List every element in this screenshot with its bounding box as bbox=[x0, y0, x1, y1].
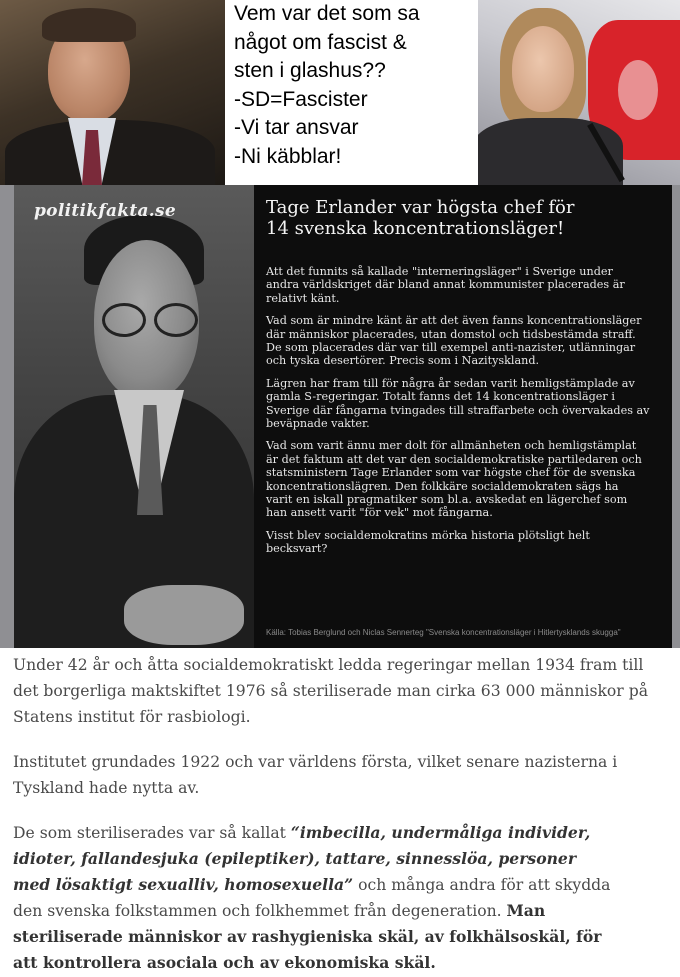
poster-edge bbox=[0, 185, 14, 648]
article-text: De som steriliserades var så kallat bbox=[13, 824, 291, 842]
poster-edge bbox=[672, 185, 680, 648]
quote-line: något om fascist & bbox=[234, 31, 407, 54]
glasses bbox=[102, 303, 146, 337]
article-line bbox=[13, 926, 601, 948]
article-line: Statens institut för rasbiologi. bbox=[13, 708, 251, 726]
poster-body-line: där människor placerades, utan domstol och tidsbestämda straff. bbox=[266, 327, 636, 341]
watermark: politikfakta.se bbox=[34, 201, 177, 221]
poster-body-line: gamla S-regeringar. Totalt fanns det 14 koncentrationsläger i bbox=[266, 390, 615, 404]
poster-body-line: beväpnade vakter. bbox=[266, 417, 370, 430]
quote-line: Vem var det som sa bbox=[234, 2, 420, 25]
poster-body-line: är det faktum att det var den socialdemokratiske partiledaren och bbox=[266, 452, 642, 466]
poster-body-line: relativt känt. bbox=[266, 291, 340, 305]
article-line: Under 42 år och åtta socialdemokratiskt ledda regeringar mellan 1934 fram till bbox=[13, 656, 644, 674]
poster-body-line: andra världskriget där bland annat kommunister placerades är bbox=[266, 278, 625, 292]
politician-photo-left bbox=[0, 0, 225, 185]
rose-icon bbox=[618, 60, 658, 120]
poster-body-line: och tyska desertörer. Precis som i Nazityskland. bbox=[266, 354, 540, 368]
poster-body-line: Vad som varit ännu mer dolt för allmänheten och hemligstämplat bbox=[266, 439, 637, 453]
quote-line: sten i glashus?? bbox=[234, 59, 386, 82]
article-quote: “imbecilla, undermåliga individer, bbox=[290, 823, 591, 842]
glasses bbox=[154, 303, 198, 337]
hair bbox=[42, 8, 136, 42]
article-line: Institutet grundades 1922 och var världens första, vilket senare nazisterna i bbox=[13, 753, 618, 771]
article-line bbox=[13, 952, 436, 974]
article-text: och många andra för att skydda bbox=[353, 876, 611, 894]
article-bold: att kontrollera asociala och av ekonomiska skäl. bbox=[13, 953, 436, 972]
portrait-photo bbox=[14, 185, 254, 648]
poster-source: Källa: Tobias Berglund och Niclas Sennerteg "Svenska koncentrationsläger i Hitlertysklands skugga" bbox=[266, 628, 621, 637]
article-line: det borgerliga maktskiftet 1976 så steriliserade man cirka 63 000 människor på bbox=[13, 682, 648, 700]
poster-body-line: becksvart? bbox=[266, 542, 328, 556]
poster-body-line: Lägren har fram till för några år sedan varit hemligstämplade av bbox=[266, 376, 635, 390]
face bbox=[512, 26, 574, 112]
article-line bbox=[13, 900, 545, 922]
poster-body-line: Sverige där fångarna tvingades till straffarbete och övervakades av bbox=[266, 403, 650, 417]
poster-body-line: De som placerades där var till exempel anti-nazister, utlänningar bbox=[266, 341, 636, 354]
poster-body-line: varit en iskall pragmatiker som bl.a. avskedat en lägerchef som bbox=[266, 493, 628, 506]
hand bbox=[124, 585, 244, 645]
article-quote: idioter, fallandesjuka (epileptiker), tattare, sinnesslöa, personer bbox=[13, 849, 577, 868]
poster-body-line: Att det funnits så kallade "interneringsläger" i Sverige under bbox=[266, 265, 613, 278]
article-bold: steriliserade människor av rashygieniska skäl, av folkhälsoskäl, för bbox=[13, 927, 602, 946]
article-line bbox=[13, 848, 576, 870]
article-bold: Man bbox=[506, 901, 546, 920]
quote-line: -SD=Fascister bbox=[234, 88, 368, 111]
poster-body-line: koncentrationslägren. Den folkkäre socialdemokraten sägs ha bbox=[266, 479, 619, 493]
quote-line: -Vi tar ansvar bbox=[234, 116, 359, 139]
article-quote: med lösaktigt sexualliv, homosexuella” bbox=[13, 875, 354, 894]
poster bbox=[14, 185, 672, 648]
poster-title: Tage Erlander var högsta chef för bbox=[266, 197, 575, 218]
poster-body-line: han ansett varit "för vek" mot fångarna. bbox=[266, 506, 493, 520]
article-line bbox=[13, 822, 590, 844]
poster-body-line: Visst blev socialdemokratins mörka historia plötsligt helt bbox=[266, 528, 590, 542]
article-line bbox=[13, 874, 610, 896]
article bbox=[0, 648, 680, 977]
poster-body-line: Vad som är mindre känt är att det även fanns koncentrationsläger bbox=[266, 314, 642, 328]
quote-box bbox=[225, 0, 478, 185]
quote-line: -Ni käbblar! bbox=[234, 145, 342, 168]
article-text: den svenska folkstammen och folkhemmet från degeneration. bbox=[13, 902, 507, 920]
politician-photo-right bbox=[478, 0, 680, 185]
poster-body-line: statsministern Tage Erlander som var högste chef för de svenska bbox=[266, 466, 636, 480]
poster-title: 14 svenska koncentrationsläger! bbox=[266, 218, 565, 239]
article-line: Tyskland hade nytta av. bbox=[13, 779, 200, 797]
